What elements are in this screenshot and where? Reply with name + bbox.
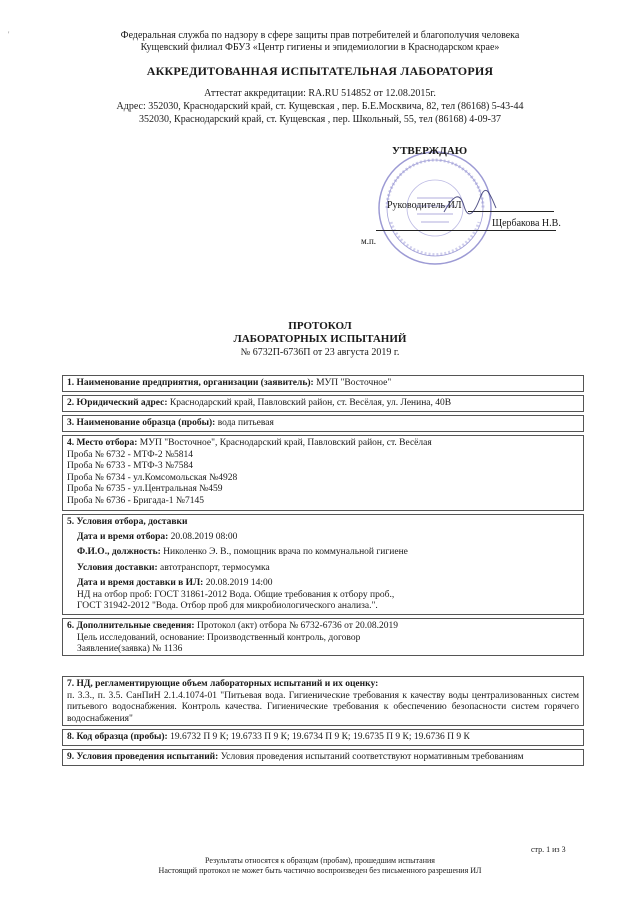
delivery-date-label: Дата и время доставки в ИЛ: — [77, 578, 204, 588]
additional-info-value: Протокол (акт) отбора № 6732-6736 от 20.08.2019 — [196, 621, 398, 631]
section-legal-address — [62, 395, 584, 412]
approver-role: Руководитель ИЛ — [387, 200, 462, 211]
protocol-number: № 6732П-6736П от 23 августа 2019 г. — [240, 347, 400, 358]
section-label: 4. Место отбора: — [67, 438, 138, 448]
section-test-conditions — [62, 749, 584, 766]
accreditation: Аттестат аккредитации: RA.RU 514852 от 12.08.2015г. — [204, 88, 436, 99]
test-conditions-value: Условия проведения испытаний соответствуют нормативным требованиям — [220, 752, 524, 762]
mp-label: м.п. — [361, 236, 377, 246]
address-2: 352030, Краснодарский край, ст. Кущевская , пер. Школьный, 55, тел (86168) 4-09-37 — [139, 114, 501, 125]
request: Заявление(заявка) № 1136 — [77, 644, 183, 654]
section-applicant — [62, 375, 584, 392]
section-sampling-place — [62, 435, 584, 511]
sample-item: Проба № 6736 - Бригада-1 №7145 — [67, 495, 204, 506]
person-value: Николенко Э. В., помощник врача по коммунальной гигиене — [163, 547, 408, 557]
sample-codes-value: 19.6732 П 9 К; 19.6733 П 9 К; 19.6734 П 9 К; 19.6735 П 9 К; 19.6736 П 9 К — [170, 732, 470, 742]
sample-item: Проба № 6735 - ул.Центральная №459 — [67, 484, 223, 494]
section-label: 9. Условия проведения испытаний: — [67, 752, 219, 762]
legal-address-value: Краснодарский край, Павловский район, ст. Весёлая, ул. Ленина, 40В — [169, 398, 452, 408]
section-sample-codes — [62, 729, 584, 746]
lab-title: АККРЕДИТОВАННАЯ ИСПЫТАТЕЛЬНАЯ ЛАБОРАТОРИЯ — [146, 64, 494, 78]
section-label: 3. Наименование образца (пробы): — [67, 418, 216, 428]
sampling-date-label: Дата и время отбора: — [77, 531, 169, 542]
mp-line — [376, 230, 556, 231]
section-sampling-conditions — [62, 514, 584, 615]
sampling-place-value: МУП "Восточное", Краснодарский край, Павловский район, ст. Весёлая — [139, 438, 432, 448]
section-label: 7. НД, регламентирующие объем лабораторных испытаний и их оценку: — [67, 679, 379, 689]
delivery-conditions-label: Условия доставки: — [77, 562, 158, 573]
agency-name: Федеральная служба по надзору в сфере защиты прав потребителей и благополучия человека — [120, 30, 520, 41]
delivery-date-value: 20.08.2019 14:00 — [205, 578, 273, 588]
approver-name: Щербакова Н.В. — [492, 218, 561, 229]
sample-name-value: вода питьевая — [217, 418, 274, 428]
section-label: 8. Код образца (пробы): — [67, 732, 168, 742]
section-label: 1. Наименование предприятия, организации (заявитель): — [67, 378, 314, 388]
branch-name: Кущевский филиал ФБУЗ «Центр гигиены и эпидемиологии в Краснодарском крае» — [140, 42, 500, 53]
person-label: Ф.И.О., должность: — [77, 547, 161, 557]
page-number: стр. 1 из 3 — [531, 845, 566, 854]
signature-scribble — [440, 188, 500, 218]
protocol-subtitle: ЛАБОРАТОРНЫХ ИСПЫТАНИЙ — [233, 333, 407, 345]
nd-sampling-1: НД на отбор проб: ГОСТ 31861-2012 Вода. Общие требования к отбору проб., — [77, 589, 395, 600]
sampling-date-value: 20.08.2019 08:00 — [170, 531, 238, 542]
sample-item: Проба № 6732 - МТФ-2 №5814 — [67, 449, 194, 460]
section-additional-info — [62, 618, 584, 656]
approval-title: УТВЕРЖДАЮ — [392, 145, 468, 157]
delivery-conditions-value: автотранспорт, термосумка — [160, 562, 270, 573]
section-label: 2. Юридический адрес: — [67, 398, 168, 408]
section-label: 6. Дополнительные сведения: — [67, 621, 195, 631]
footer-note-2: Настоящий протокол не может быть частично воспроизведен без письменного разрешения ИЛ — [158, 866, 482, 875]
applicant-value: МУП "Восточное" — [316, 378, 392, 388]
purpose: Цель исследований, основание: Производственный контроль, договор — [77, 632, 361, 643]
section-nd-regulations — [62, 676, 584, 726]
nd-regulations-text: п. 3.3., п. 3.5. СанПиН 2.1.4.1074-01 "Питьевая вода. Гигиенические требования к качеству воды централизованных систем питьевого водоснабжения. Контроль качества. Гигиенические требования к обеспечению безопасности систем горячего водоснабжения" — [67, 690, 579, 724]
footer-note-1: Результаты относятся к образцам (пробам), прошедшим испытания — [205, 856, 435, 865]
address-1: Адрес: 352030, Краснодарский край, ст. Кущевская , пер. Б.Е.Москвича, 82, тел (86168) 5-43-44 — [116, 101, 524, 112]
sample-item: Проба № 6733 - МТФ-3 №7584 — [67, 461, 194, 471]
section-label: 5. Условия отбора, доставки — [67, 517, 188, 527]
section-sample-name — [62, 415, 584, 432]
nd-sampling-2: ГОСТ 31942-2012 "Вода. Отбор проб для микробиологического анализа.". — [77, 601, 378, 611]
protocol-title: ПРОТОКОЛ — [288, 320, 352, 332]
sample-item: Проба № 6734 - ул.Комсомольская №4928 — [67, 472, 238, 483]
scan-mark: ' — [8, 30, 10, 39]
